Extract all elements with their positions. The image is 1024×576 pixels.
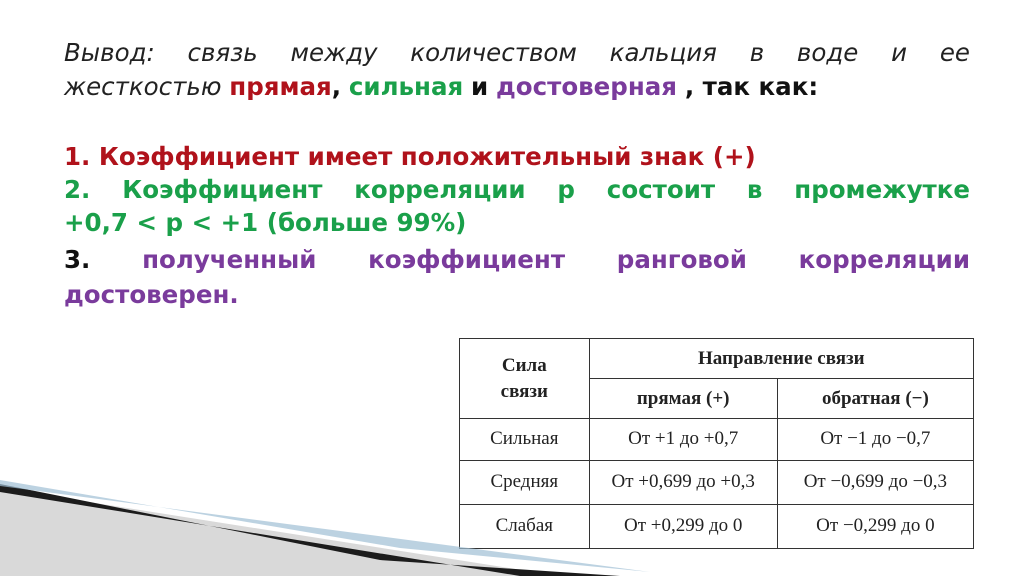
conclusion-intro: Вывод: связь между количеством кальция в воде и ее xyxy=(64,38,970,67)
point-3-line-2: достоверен. xyxy=(64,280,239,309)
point-2-line-2: +0,7 < р < +1 (больше 99%) xyxy=(64,208,467,237)
row-inverse: От −0,699 до −0,3 xyxy=(777,460,973,504)
row-label: Слабая xyxy=(460,504,590,548)
word-and: и xyxy=(471,72,489,101)
conclusion-line-2 xyxy=(64,70,970,104)
point-1: 1. Коэффициент имеет положительный знак (+) xyxy=(64,142,756,171)
point-3-text: полученный коэффициент ранговой корреляции xyxy=(142,245,970,274)
row-direct: От +0,699 до +0,3 xyxy=(589,460,777,504)
header-inverse: обратная (−) xyxy=(777,379,973,419)
row-inverse: От −1 до −0,7 xyxy=(777,419,973,460)
comma: , xyxy=(331,72,342,101)
row-direct: От +0,299 до 0 xyxy=(589,504,777,548)
row-direct: От +1 до +0,7 xyxy=(589,419,777,460)
point-2-line-1: 2. Коэффициент корреляции р состоит в промежутке xyxy=(64,175,970,204)
header-strength-label: Сила связи xyxy=(500,354,548,402)
conclusion-intro-2: жесткостью xyxy=(64,72,222,101)
table-row xyxy=(460,419,974,460)
header-direct: прямая (+) xyxy=(589,379,777,419)
decorative-swoosh xyxy=(0,470,1024,576)
header-direction: Направление связи xyxy=(589,339,973,379)
row-label: Сильная xyxy=(460,419,590,460)
word-strong: сильная xyxy=(348,72,464,101)
row-label: Средняя xyxy=(460,460,590,504)
conclusion-line-1 xyxy=(64,36,970,70)
conclusion-tail: , так как: xyxy=(684,72,819,101)
word-reliable: достоверная xyxy=(495,72,678,101)
point-3-line-1 xyxy=(64,243,970,276)
word-direct: прямая xyxy=(229,72,332,101)
point-3-number: 3. xyxy=(64,245,91,274)
header-strength xyxy=(460,339,590,419)
row-inverse: От −0,299 до 0 xyxy=(777,504,973,548)
